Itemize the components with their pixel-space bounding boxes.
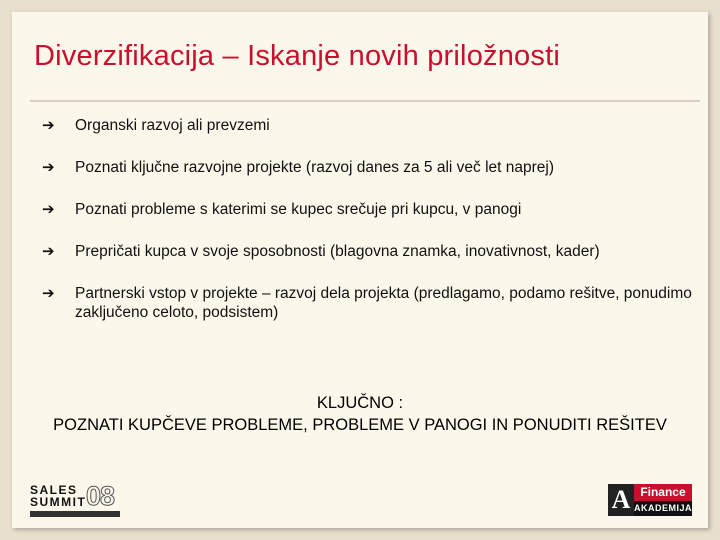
title-divider: [30, 100, 700, 102]
slide: [12, 12, 708, 528]
logo-year: 08: [86, 481, 115, 511]
logo-line1: SALES: [30, 483, 78, 497]
bullet-text: Poznati ključne razvojne projekte (razvoj danes za 5 ali več let naprej): [75, 159, 555, 176]
bullet-item: [42, 116, 692, 135]
key-body: POZNATI KUPČEVE PROBLEME, PROBLEME V PANOGI IN PONUDITI REŠITEV: [53, 416, 667, 434]
key-heading: KLJUČNO :: [316, 394, 404, 412]
finance-akademija-logo: [608, 484, 692, 516]
key-message: [32, 392, 688, 436]
slide-title: Diverzifikacija – Iskanje novih priložnosti: [34, 40, 560, 72]
right-arrow-icon: ➔: [42, 117, 55, 134]
bullet-item: [42, 200, 692, 219]
bullet-text: Organski razvoj ali prevzemi: [75, 117, 270, 134]
logo-finance: Finance: [634, 484, 692, 501]
logo-letter: A: [608, 484, 634, 516]
right-arrow-icon: ➔: [42, 159, 55, 176]
logo-strip: [30, 511, 120, 517]
right-arrow-icon: ➔: [42, 201, 55, 218]
logo-line2: SUMMIT: [30, 495, 87, 509]
bullet-list: [42, 116, 692, 345]
right-arrow-icon: ➔: [42, 243, 55, 260]
bullet-item: [42, 284, 692, 322]
bullet-item: [42, 158, 692, 177]
bullet-text: Partnerski vstop v projekte – razvoj dela projekta (predlagamo, podamo rešitve, ponudimo zaključeno celoto, podsistem): [75, 285, 692, 321]
bullet-text: Poznati probleme s katerimi se kupec srečuje pri kupcu, v panogi: [75, 201, 522, 218]
right-arrow-icon: ➔: [42, 285, 55, 302]
logo-akademija: AKADEMIJA: [634, 501, 692, 516]
bullet-item: [42, 242, 692, 261]
bullet-text: Prepričati kupca v svoje sposobnosti (blagovna znamka, inovativnost, kader): [75, 243, 600, 260]
sales-summit-logo: [30, 482, 122, 518]
